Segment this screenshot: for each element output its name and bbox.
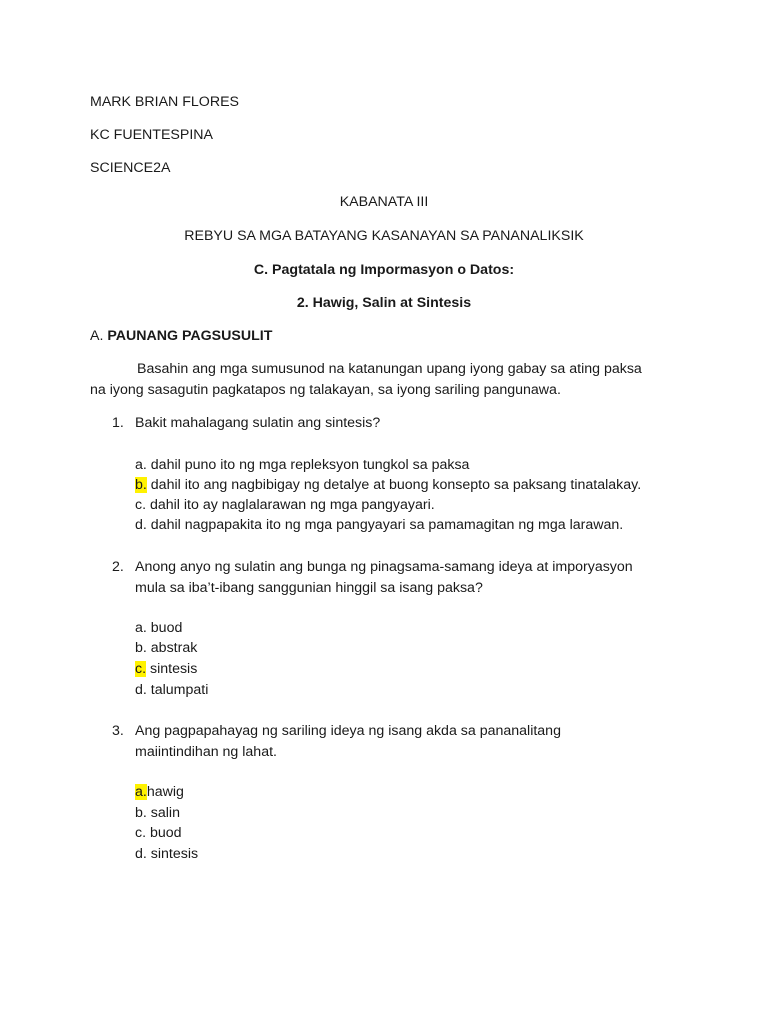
option-b [135,638,197,658]
option-a [135,455,469,475]
option-text: sintesis [146,661,198,677]
part-heading: C. Pagtatala ng Impormasyon o Datos: [253,262,515,278]
section-a-title: PAUNANG PAGSUSULIT [107,328,273,344]
option-letter: c. [135,825,147,841]
question-number: 2. [112,559,124,575]
option-text: hawig [146,784,184,800]
option-b [135,475,641,495]
option-a [135,618,182,638]
option-d [135,844,198,864]
option-letter-highlighted: a. [135,784,147,800]
option-text: abstrak [146,640,198,656]
question-text: Bakit mahalagang sulatin ang sintesis? [135,415,381,431]
option-c [135,495,435,515]
question-number: 1. [112,415,124,431]
option-a [135,782,184,802]
option-text: salin [146,805,180,821]
option-text: buod [146,825,182,841]
option-text: sintesis [146,846,199,862]
question-text-line-2: mula sa iba’t-ibang sanggunian hinggil sa isang paksa? [135,580,483,596]
option-letter: d. [135,517,147,533]
question-text-line-1: Ang pagpapahayag ng sariling ideya ng isang akda sa pananalitang [135,723,561,739]
option-letter-highlighted: b. [135,477,147,493]
option-d [135,680,208,700]
question-text-line-1: Anong anyo ng sulatin ang bunga ng pinagsama-samang ideya at imporyasyon [135,559,633,575]
option-text: dahil puno ito ng mga repleksyon tungkol sa paksa [146,457,470,473]
option-letter: d. [135,846,147,862]
option-text: dahil ito ay naglalarawan ng mga pangyayari. [146,497,435,513]
question-text-line-2: maiintindihan ng lahat. [135,744,277,760]
option-letter: c. [135,497,147,513]
chapter-subtitle: REBYU SA MGA BATAYANG KASANAYAN SA PANANALIKSIK [184,228,584,244]
option-letter: b. [135,805,147,821]
option-text: dahil nagpapakita ito ng mga pangyayari sa pamamagitan ng mga larawan. [146,517,624,533]
option-letter: a. [135,457,147,473]
question-number: 3. [112,723,124,739]
option-text: talumpati [146,682,209,698]
option-c [135,659,197,679]
option-text: buod [146,620,183,636]
option-d [135,515,623,535]
instructions-line-2: na iyong sasagutin pagkatapos ng talakayan, sa iyong sariling pangunawa. [90,382,561,398]
section-a-heading [90,326,272,346]
chapter-title: KABANATA III [339,194,429,210]
option-letter-highlighted: c. [135,661,147,677]
topic-heading: 2. Hawig, Salin at Sintesis [296,295,472,311]
author-name-2: KC FUENTESPINA [90,127,213,143]
instructions-line-1: Basahin ang mga sumusunod na katanungan upang iyong gabay sa ating paksa [137,361,642,377]
class-section: SCIENCE2A [90,160,171,176]
author-name-1: MARK BRIAN FLORES [90,94,239,110]
option-letter: d. [135,682,147,698]
option-c [135,823,182,843]
option-letter: b. [135,640,147,656]
option-text: dahil ito ang nagbibigay ng detalye at buong konsepto sa paksang tinatalakay. [146,477,642,493]
section-a-prefix: A. [90,328,108,344]
option-letter: a. [135,620,147,636]
option-b [135,803,180,823]
